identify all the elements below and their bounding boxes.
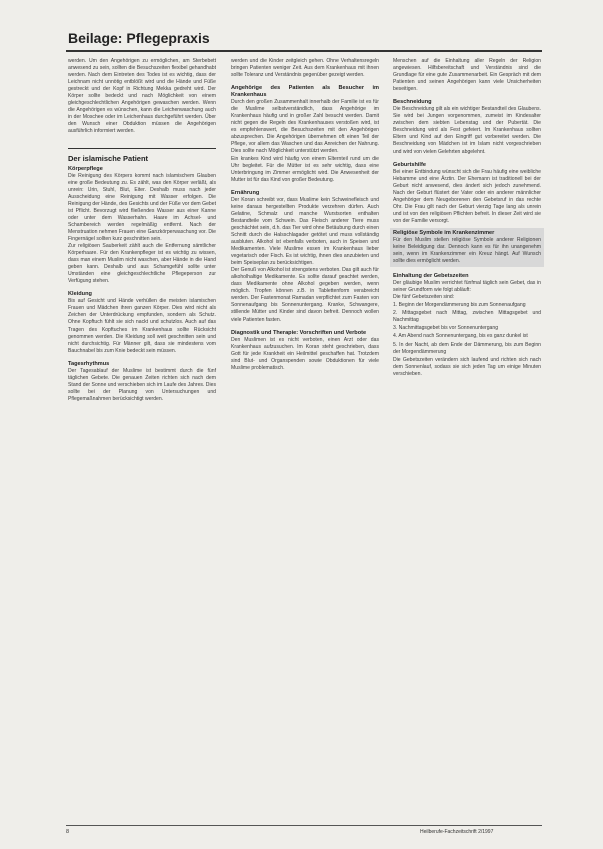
paragraph-gebetszeiten: Der gläubige Muslim verrichtet fünfmal täglich sein Gebet, das in seiner Grundform wie folgt abläuft: [393,280,541,294]
subheading-koerperpflege: Körperpflege [68,165,103,172]
paragraph-koerperpflege: Die Reinigung des Körpers kommt nach islamischem Glauben eine große Bedeutung zu. Es zählt, was den Körper verläßt, als unrein: Urin, Stuhl, Blut, Eiter. Deshalb muss nach jeder Ausscheidung eine Reinigung mit Wasser erfolgen. Die Reinigung der Hände, des Gesichts und der Füße vor dem Gebet ist Pflicht. Bevorzugt wird fließendes Wasser aus einer Kanne oder unter dem Wasserhahn. Haare im Achsel- und Schambereich werden regelmäßig entfernt. Nach der Menstruation nehmen Frauen eine Ganzkörperwaschung vor. Die Fingernägel sollten kurz geschnitten sein. [68,172,216,242]
paragraph-ernaehrung: Der Koran schreibt vor, dass Muslime kein Schweinefleisch und keine daraus hergestellten Produkte verzehren dürfen. Auch Gelatine, Schmalz und manche Wurstsorten enthalten Bestandteile vom Schwein. Das Fleisch anderer Tiere muss geschächtet sein, d.h. das Tier wird ohne Betäubung durch einen Schnitt durch die Halsschlagader getötet und muss vollständig ausbluten. Alkohol ist ebenfalls verboten, auch in Speisen und Medikamenten. Viele Muslime essen im Krankenhaus lieber vegetarisch oder Fisch. Es ist wichtig, ihnen dies anzubieten und beim Speiseplan zu berücksichtigen. [231,196,379,267]
paragraph-kleidung: Bis auf Gesicht und Hände verhüllen die meisten islamischen Frauen und Mädchen ihren ganzen Körper. Dies wird nicht als Zeichen der Unterdrückung empfunden, sondern als Schutz. Ohne Kopftuch fühlt sie sich nackt und schutzlos. Auch auf das Tragen des Kopftuches im Krankenhaus sollte Rücksicht genommen werden. Die Kleidung soll weit geschnitten sein und nicht durchsichtig. Für Männer gilt, dass sie mindestens vom Bauchnabel bis zum Knie bedeckt sein müssen. [68,298,216,354]
islamic-patient-section [68,148,216,403]
column-1 [68,58,216,403]
prayer-list-item: 3. Nachmittagsgebet bis vor Sonnenuntergang [393,325,499,332]
paragraph-gebetszeiten-outro: Die Gebetszeiten verändern sich laufend und richten sich nach dem Sonnenlauf, sodass sie sich jeden Tag um einige Minuten verschieben. [393,356,541,377]
footer-rule [66,825,542,826]
paragraph-geburtshilfe: Bei einer Entbindung wünscht sich die Frau häufig eine weibliche Hebamme und eine Ärztin. Der Ehemann ist traditionell bei der Geburt nicht anwesend, dies ändert sich jedoch zunehmend. Nach der Geburt flüstert der Vater oder ein anderer männlicher Angehöriger dem Neugeborenen den Gebetsruf in das rechte Ohr. Die Frau gilt nach der Geburt vierzig Tage lang als unrein und ist von den religiösen Pflichten befreit. In dieser Zeit wird sie von der Familie versorgt. [393,168,541,224]
prayer-list-intro: Die fünf Gebetszeiten sind: [393,294,455,301]
paragraph-religioese-symbole: Für den Muslim stellen religiöse Symbole anderer Religionen keine Beleidigung dar. Dennoch kann es für ihn unangenehm sein, wenn im Krankenzimmer ein Kreuz hängt. Auf Wunsch sollte dies ermöglicht werden. [393,236,541,265]
subheading-ernaehrung: Ernährung [231,189,260,196]
paragraph-angehoerige-2: Ein krankes Kind wird häufig von einem Elternteil rund um die Uhr begleitet. Für die Mütter ist es sehr wichtig, dass eine Unterbringung im Zimmer ermöglicht wird. Die Anwesenheit der Mutter ist für das Kind von großer Bedeutung. [231,155,379,183]
column-3 [393,58,541,378]
subheading-diagnostik: Diagnostik und Therapie: Vorschriften und Verbote [231,329,367,336]
section-title: Der islamische Patient [68,153,149,163]
prayer-list-item: 2. Mittagsgebet nach Mittag, zwischen Mittagsgebet und Nachmittag [393,310,541,324]
paragraph-beschneidung: Die Beschneidung gilt als ein wichtiger Bestandteil des Glaubens. Sie wird bei Jungen vorgenommen, zumeist im Kindesalter zwischen dem siebten Lebenstag und der Pubertät. Die Beschneidung wird als Fest gefeiert. Im Krankenhaus sollten Eltern und Kind auf den Eingriff gut vorbereitet werden. Die Beschneidung von Mädchen ist im Islam nicht vorgeschrieben und wird von vielen Gelehrten abgelehnt. [393,106,541,155]
paragraph-koerperpflege-2: Zur religiösen Sauberkeit zählt auch die Entfernung sämtlicher Körperhaare. Für den Krankenpfleger ist es wichtig zu wissen, dass man einem Muslim nicht waschen, aber Hände in die Hand geben kann. Deshalb und aus Schamgefühl sollte unter Umständen eine gleichgeschlechtliche Pflegeperson zur Verfügung stehen. [68,243,216,285]
prayer-list-item: 5. In der Nacht, ab dem Ende der Dämmerung, bis zum Beginn der Morgendämmerung [393,341,541,355]
subheading-gebetszeiten: Einhaltung der Gebetszeiten [393,273,469,280]
subheading-beschneidung: Beschneidung [393,99,432,106]
subheading-kleidung: Kleidung [68,291,92,298]
prayer-list-item: 1. Beginn der Morgendämmerung bis zum Sonnenaufgang [393,302,526,309]
paragraph-angehoerige: Durch den großen Zusammenhalt innerhalb der Familie ist es für die Muslime selbstverständlich, dass Angehörige im Krankenhaus häufig und in großer Zahl besucht werden. Damit nicht gegen die Regeln des Krankenhauses verstoßen wird, ist es empfehlenswert, die Besuchszeiten mit den Angehörigen abzusprechen. Die Angehörigen übernehmen oft einen Teil der Pflege, vor allem das Waschen und das Anreichen der Nahrung. Dies sollte nach Möglichkeit unterstützt werden. [231,99,379,155]
subheading-geburtshilfe: Geburtshilfe [393,161,426,168]
paragraph-ernaehrung-2: Der Genuß von Alkohol ist strengstens verboten. Das gilt auch für alkoholhaltige Medikamente. Es sollte darauf geachtet werden, dass Medikamente ohne Alkohol gegeben werden, wenn möglich. Tropfen können z.B. in Tablettenform verabreicht werden. Der Fastenmonat Ramadan verpflichtet zum Fasten von Sonnenaufgang bis Sonnenuntergang. Kranke, Schwangere, stillende Mütter und Kinder sind davon befreit. Dennoch wollen viele Patienten fasten. [231,267,379,323]
page-number: 8 [66,829,70,835]
journal-citation: Heilberufe-Fachzeitschrift 2/1997 [420,829,494,835]
header-rule [66,50,542,52]
column-2-intro: werden und die Kinder zeitgleich gehen. Ohne Verhaltensregeln bringen Patienten weniger Zeit. Aus dem Krankenhaus mit ihnen sollte Toleranz und Verständnis gegenüber gezeigt werden. [231,58,379,79]
prayer-list-item: 4. Am Abend nach Sonnenuntergang, bis es ganz dunkel ist [393,333,528,340]
paragraph-diagnostik: Den Muslimen ist es nicht verboten, einen Arzt oder das Krankenhaus aufzusuchen. Im Koran steht geschrieben, dass Gott für jede Krankheit ein Heilmittel geschaffen hat. Trotzdem sind Blut- und Organspenden sowie Obduktionen für viele Muslime problematisch. [231,336,379,371]
section-header-title: Beilage: Pflegepraxis [68,30,210,46]
shaded-box-religious-symbols [390,228,544,267]
subheading-tagesrhythmus: Tagesrhythmus [68,360,110,367]
column-3-intro: Menschen auf die Einhaltung aller Regeln der Religion angewiesen. Hilfsbereitschaft und Verständnis sind die Grundlage für eine gute Zusammenarbeit. Ein Gespräch mit dem Patienten und seinen Angehörigen kann viele Unsicherheiten beseitigen. [393,58,541,93]
column-2 [231,58,379,372]
subheading-angehoerige: Angehörige des Patienten als Besucher im Krankenhaus [231,85,379,99]
subheading-religioese-symbole: Religiöse Symbole im Krankenzimmer [393,229,495,236]
paragraph-tagesrhythmus: Der Tagesablauf der Muslime ist bestimmt durch die fünf täglichen Gebete. Die genauen Zeiten richten sich nach dem Stand der Sonne und verschieben sich im Laufe des Jahres. Dies sollte bei der Planung von Untersuchungen und Pflegemaßnahmen berücksichtigt werden. [68,367,216,402]
column-1-intro: werden. Um den Angehörigen zu ermöglichen, am Sterbebett anwesend zu sein, sollten die Besuchszeiten flexibel gehandhabt werden. Nach dem Eintreten des Todes ist es wichtig, dass der Leichnam nicht unnötig entblößt wird und die Hände und Füße gestreckt und der Kopf in Richtung Mekka gedreht wird. Der Körper sollte bedeckt und nach Möglichkeit von einem gleichgeschlechtlichen Angehörigen gewaschen werden. Wenn die Angehörigen es wünschen, kann die Leichenwaschung auch in der Moschee oder im Leichenhaus durchgeführt werden. Über den Wunsch einer Obduktion müssen die Angehörigen ausführlich informiert werden. [68,58,216,135]
